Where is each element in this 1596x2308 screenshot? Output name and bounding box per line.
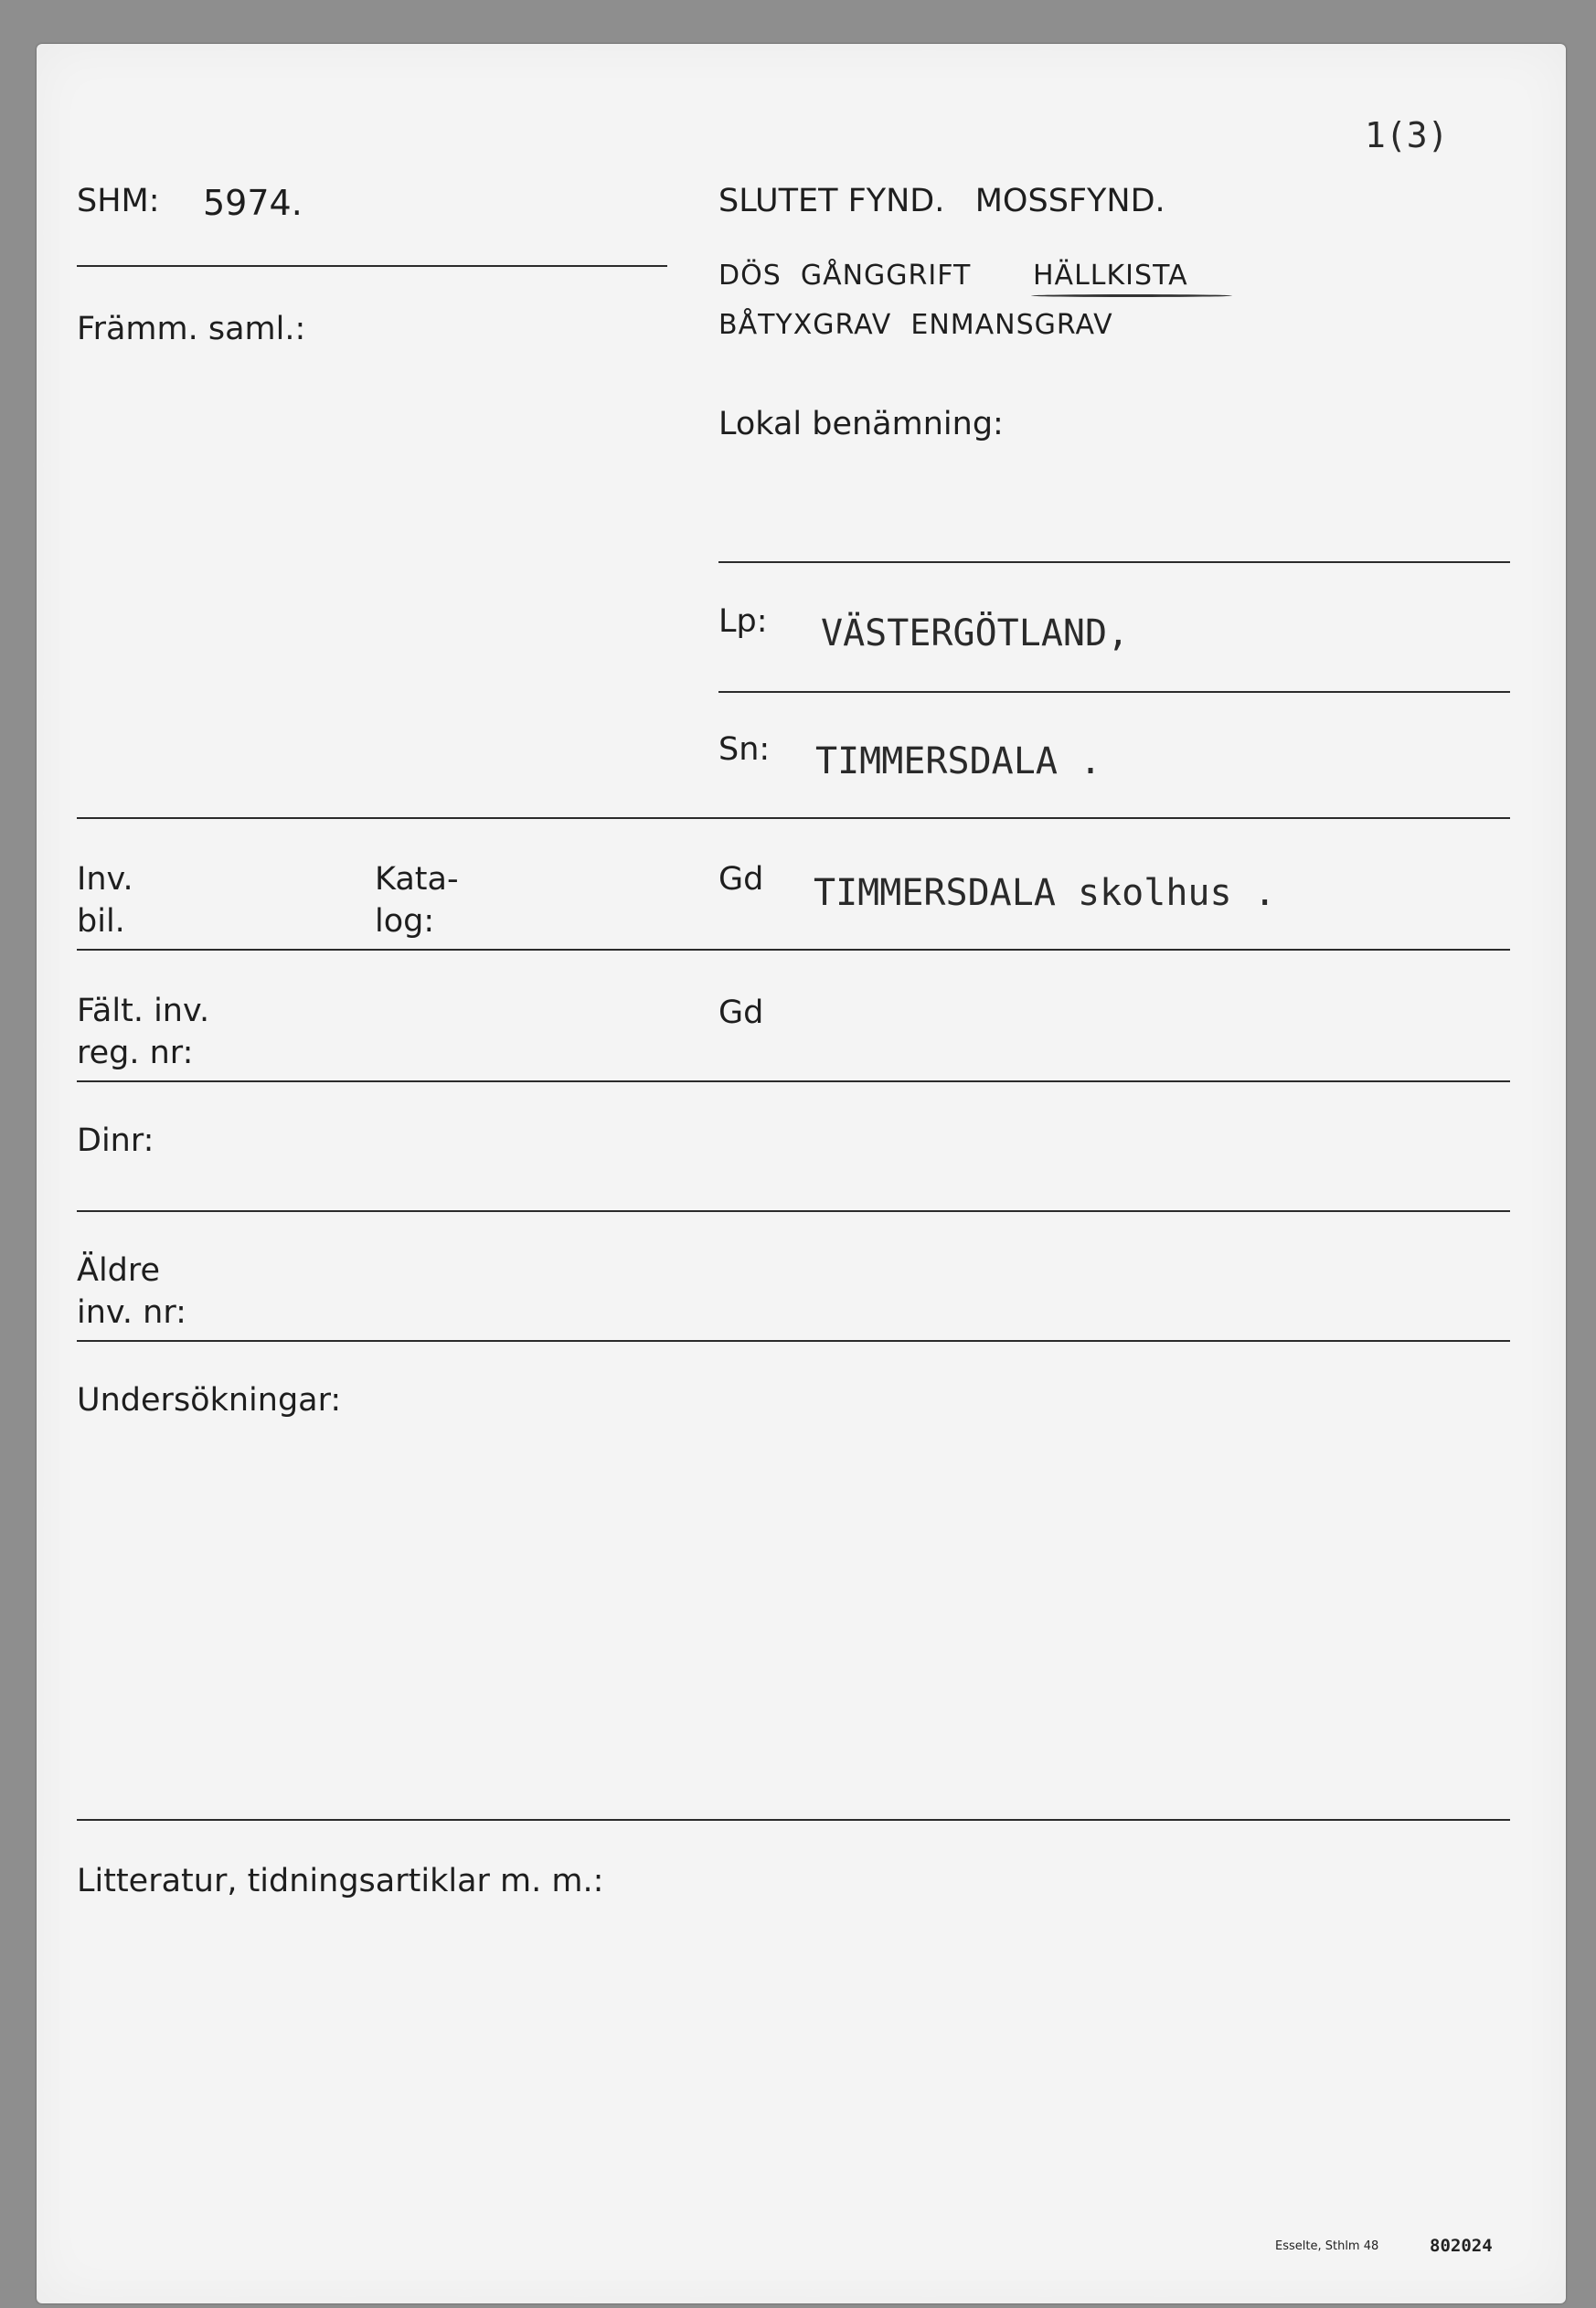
dinr-label: Dinr: xyxy=(77,1122,154,1159)
printer-imprint: Esselte, Sthlm 48 xyxy=(1275,2239,1379,2253)
inv-label-line1: Inv. xyxy=(77,861,133,898)
sn-label: Sn: xyxy=(718,731,771,768)
hallkista-underline xyxy=(1031,294,1232,297)
lp-divider xyxy=(718,691,1510,693)
find-type-line3: BÅTYXGRAV ENMANSGRAV xyxy=(718,309,1113,341)
falt-inv-line2: reg. nr: xyxy=(77,1035,194,1071)
undersokningar-divider xyxy=(77,1819,1510,1821)
katalog-label-line1: Kata- xyxy=(375,861,459,898)
lokal-divider xyxy=(718,561,1510,563)
gd-value-1: TIMMERSDALA skolhus . xyxy=(814,872,1276,914)
lp-value: VÄSTERGÖTLAND, xyxy=(821,612,1130,654)
find-type-hallkista: HÄLLKISTA xyxy=(1033,260,1188,292)
shm-label: SHM: xyxy=(77,183,160,219)
shm-number: 5974. xyxy=(203,183,303,223)
dinr-divider xyxy=(77,1210,1510,1212)
card-serial: 802024 xyxy=(1430,2236,1493,2256)
gd-label-1: Gd xyxy=(718,861,764,898)
gd-label-2: Gd xyxy=(718,994,764,1031)
sn-value: TIMMERSDALA . xyxy=(815,740,1102,782)
framm-saml-label: Främm. saml.: xyxy=(77,311,306,347)
inv-label-line2: bil. xyxy=(77,903,125,940)
lokal-benamning-label: Lokal benämning: xyxy=(718,406,1004,442)
undersokningar-label: Undersökningar: xyxy=(77,1382,342,1419)
aldre-line2: inv. nr: xyxy=(77,1294,186,1331)
litteratur-label: Litteratur, tidningsartiklar m. m.: xyxy=(77,1863,604,1899)
falt-inv-line1: Fält. inv. xyxy=(77,993,210,1029)
lp-label: Lp: xyxy=(718,603,768,640)
page-number: 1(3) xyxy=(1365,115,1449,155)
sn-divider xyxy=(77,817,1510,819)
catalog-card xyxy=(37,44,1566,2303)
shm-divider xyxy=(77,265,667,267)
inv-divider xyxy=(77,949,1510,951)
katalog-label-line2: log: xyxy=(375,903,435,940)
aldre-line1: Äldre xyxy=(77,1252,161,1289)
falt-divider xyxy=(77,1080,1510,1082)
find-type-line1: SLUTET FYND. MOSSFYND. xyxy=(718,183,1165,219)
find-type-line2: DÖS GÅNGGRIFT xyxy=(718,260,972,292)
aldre-divider xyxy=(77,1340,1510,1342)
